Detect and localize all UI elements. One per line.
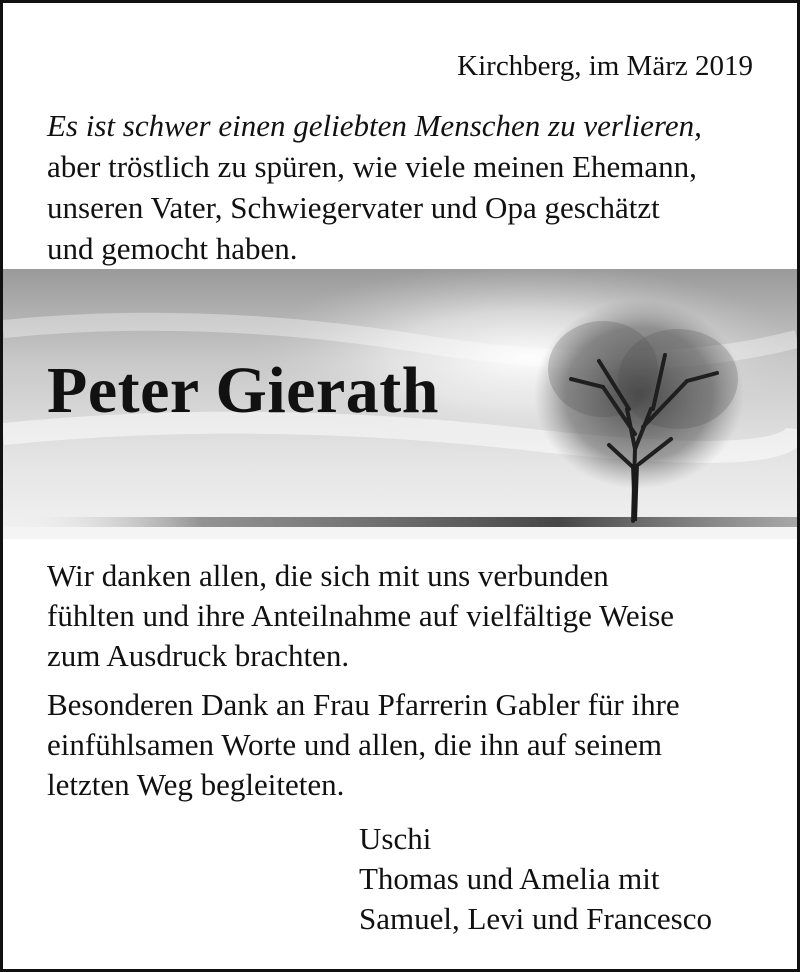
deceased-name: Peter Gierath — [47, 354, 439, 427]
signature-line: Uschi — [359, 821, 432, 856]
thanks-paragraph — [47, 685, 787, 805]
intro-text — [47, 105, 787, 269]
thanks-line: zum Ausdruck brachten. — [47, 638, 350, 673]
signature-line: Thomas und Amelia mit — [359, 861, 660, 896]
thanks-text — [47, 556, 787, 814]
intro-italic-line: Es ist schwer einen geliebten Menschen zu verlieren, — [47, 108, 702, 143]
thanks-line: fühlten und ihre Anteilnahme auf vielfältige Weise — [47, 598, 675, 633]
intro-line: unseren Vater, Schwiegervater und Opa geschätzt — [47, 190, 660, 225]
intro-line: und gemocht haben. — [47, 231, 298, 266]
thanks-line: letzten Weg begleiteten. — [47, 767, 345, 802]
thanks-line: Besonderen Dank an Frau Pfarrerin Gabler für ihre — [47, 687, 680, 722]
intro-line: aber tröstlich zu spüren, wie viele meinen Ehemann, — [47, 149, 697, 184]
place-date: Kirchberg, im März 2019 — [457, 50, 753, 82]
family-signature — [359, 819, 712, 939]
thanks-paragraph — [47, 556, 787, 676]
signature-line: Samuel, Levi und Francesco — [359, 901, 712, 936]
thanks-line: Wir danken allen, die sich mit uns verbunden — [47, 558, 609, 593]
thanks-line: einfühlsamen Worte und allen, die ihn auf seinem — [47, 727, 663, 762]
